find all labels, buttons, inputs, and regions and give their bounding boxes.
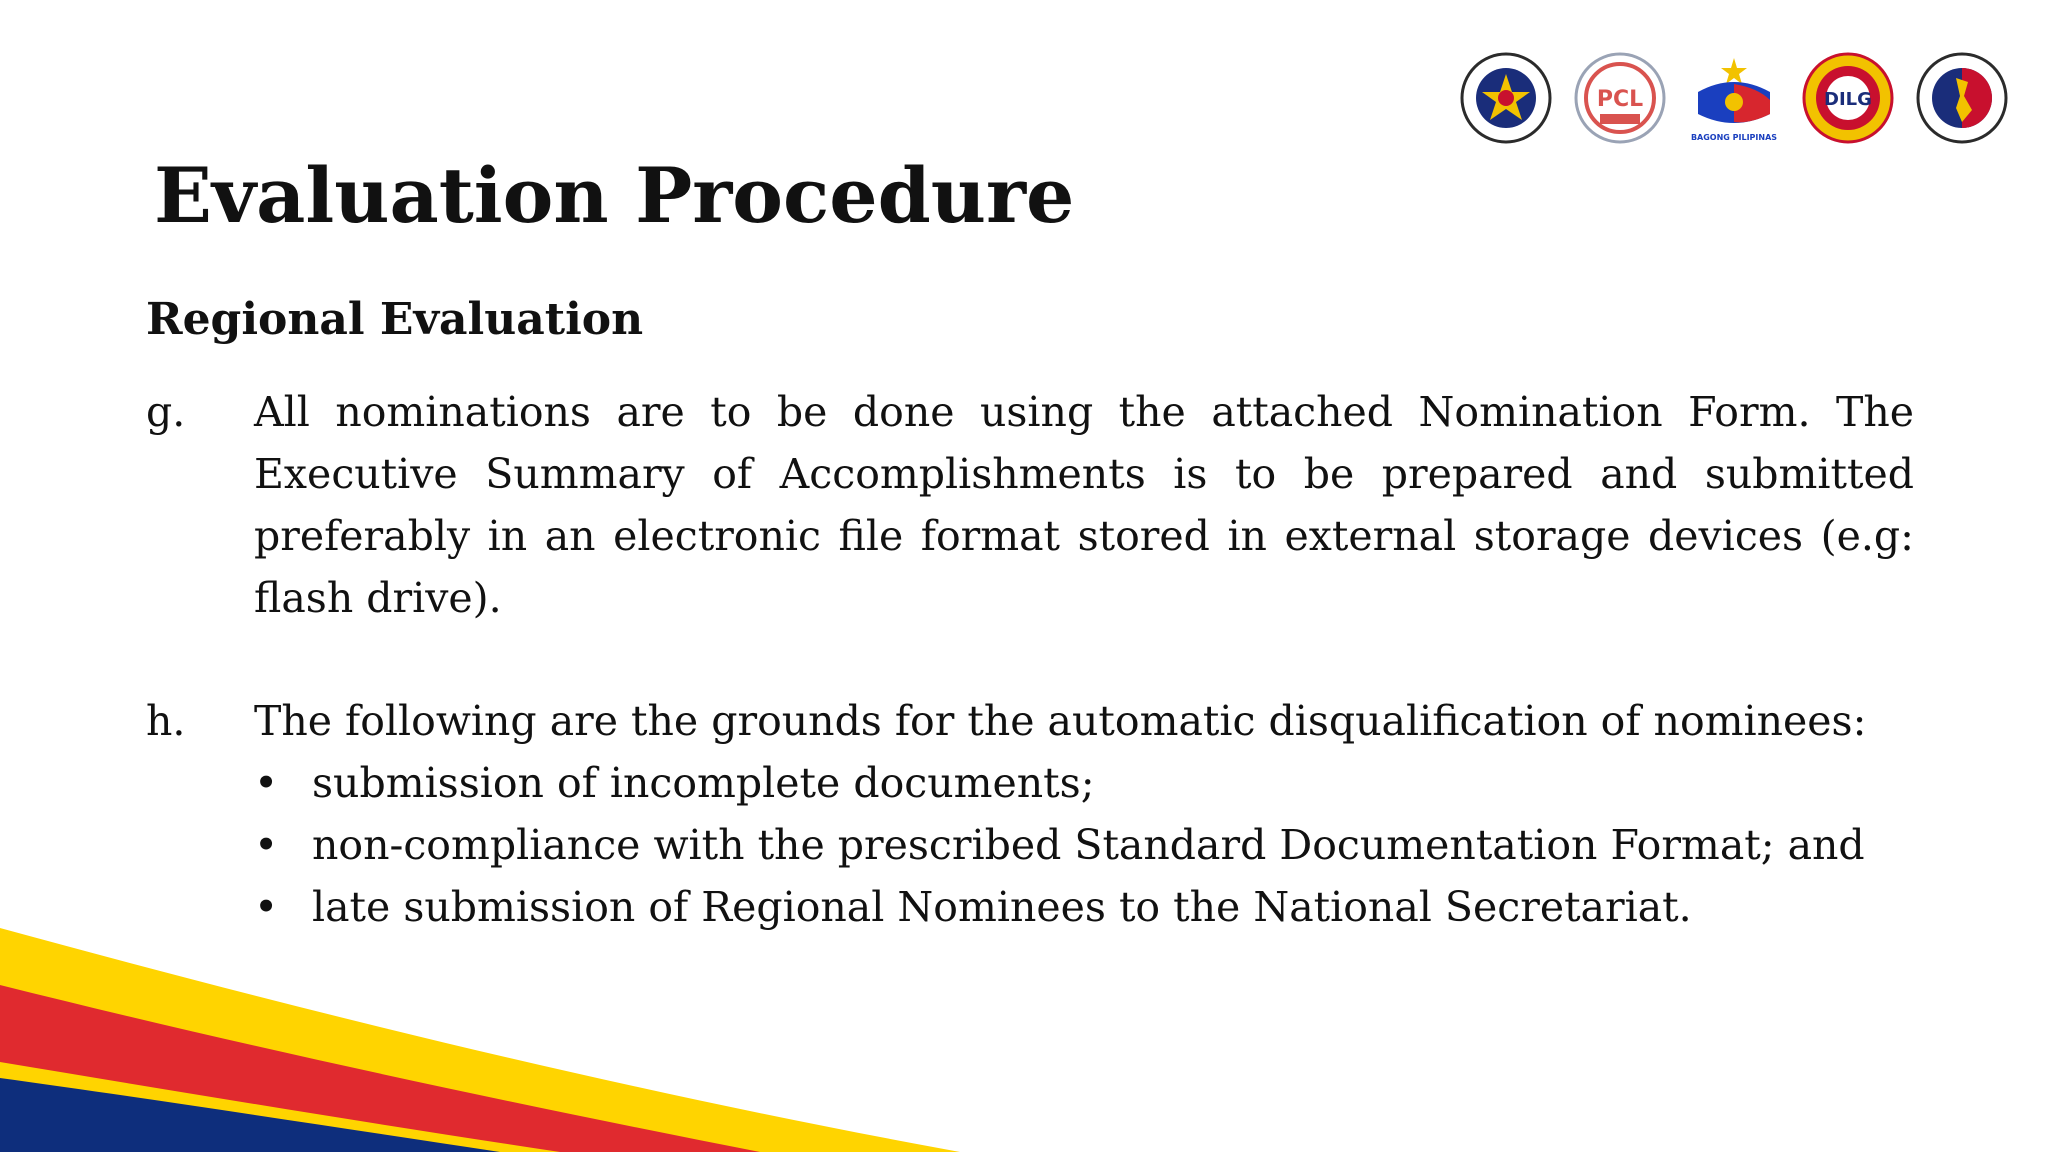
bullet-icon: •	[254, 821, 279, 869]
bullet-text: non-compliance with the prescribed Standard Documentation Format; and	[312, 821, 1865, 869]
item-letter: h.	[146, 697, 186, 745]
section-subtitle: Regional Evaluation	[146, 294, 644, 345]
dilg-logo	[1802, 52, 1894, 144]
blgs-logo	[1916, 52, 2008, 144]
list-item-h	[146, 690, 1914, 938]
page-title: Evaluation Procedure	[154, 151, 1075, 240]
item-text: All nominations are to be done using the attached Nomination Form. The Executive Summary of Accomplishments is to be prepared and submitted preferably in an electronic file format stored in external storage devices (e.g: flash drive).	[254, 388, 1914, 622]
svg-text:PCL: PCL	[1596, 87, 1644, 112]
disqualification-list	[254, 752, 1914, 938]
list-item-g	[146, 381, 1914, 629]
item-letter: g.	[146, 388, 186, 436]
item-text: The following are the grounds for the automatic disqualification of nominees:	[254, 697, 1867, 745]
partner-logos	[1460, 48, 2008, 148]
bullet-icon: •	[254, 759, 279, 807]
vmlp-logo	[1460, 52, 1552, 144]
bullet-item	[254, 752, 1914, 814]
bullet-text: submission of incomplete documents;	[312, 759, 1095, 807]
bullet-item	[254, 814, 1914, 876]
bullet-item	[254, 876, 1914, 938]
bagong-pilipinas-logo	[1688, 52, 1780, 144]
svg-text:DILG: DILG	[1824, 89, 1872, 110]
pcl-logo	[1574, 52, 1666, 144]
svg-text:BAGONG PILIPINAS: BAGONG PILIPINAS	[1690, 133, 1778, 142]
bullet-text: late submission of Regional Nominees to the National Secretariat.	[312, 883, 1692, 931]
bullet-icon: •	[254, 883, 279, 931]
